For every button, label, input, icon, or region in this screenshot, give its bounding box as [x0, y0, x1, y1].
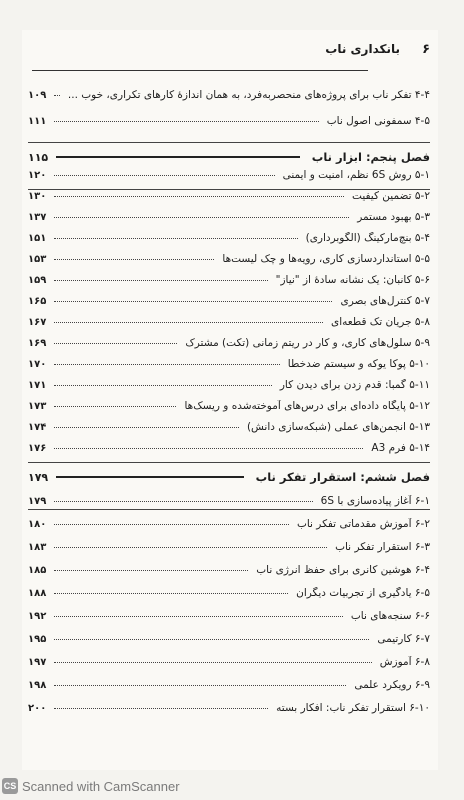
toc-entry: ۵-۵ استانداردسازی کاری، رویه‌ها و چک لیست‌ها ۱۵۳	[28, 253, 430, 265]
toc-entry: ۵-۳ بهبود مستمر ۱۳۷	[28, 211, 430, 223]
toc-entry: ۵-۱۰ پوکا یوکه و سیستم ضدخطا ۱۷۰	[28, 358, 430, 370]
page-number: ۶	[422, 42, 430, 57]
camscanner-watermark	[2, 778, 180, 794]
toc-entry: ۵-۷ کنترل‌های بصری ۱۶۵	[28, 295, 430, 307]
toc-entry: ۵-۴ بنچ‌مارکینگ (الگوبرداری) ۱۵۱	[28, 232, 430, 244]
book-title: بانکداری ناب	[325, 42, 400, 56]
toc-entry: ۶-۹ رویکرد علمی ۱۹۸	[28, 679, 430, 691]
toc-entry: ۵-۸ جریان تک قطعه‌ای ۱۶۷	[28, 316, 430, 328]
toc-entry: ۶-۴ هوشین کانری برای حفظ انرژی ناب ۱۸۵	[28, 564, 430, 576]
toc-entry: ۶-۶ سنجه‌های ناب ۱۹۲	[28, 610, 430, 622]
toc-entry: ۶-۱۰ استقرار تفکر ناب: افکار بسته ۲۰۰	[28, 702, 430, 714]
toc-entry: ۵-۶ کانبان: یک نشانه سادهٔ از "نیاز" ۱۵۹	[28, 274, 430, 286]
toc-entry: ۶-۸ آموزش ۱۹۷	[28, 656, 430, 668]
toc-entry: ۵-۱۳ انجمن‌های عملی (شبکه‌سازی دانش) ۱۷۴	[28, 421, 430, 433]
running-header	[22, 42, 438, 62]
watermark-text: Scanned with CamScanner	[22, 778, 180, 794]
toc-entry: ۶-۲ آموزش مقدماتی تفکر ناب ۱۸۰	[28, 518, 430, 530]
toc-entry: ۵-۱۲ پایگاه داده‌ای برای درس‌های آموخته‌شده و ریسک‌ها ۱۷۳	[28, 400, 430, 412]
toc-page	[22, 30, 438, 770]
toc-entry: ۵-۱۱ گمبا: قدم زدن برای دیدن کار ۱۷۱	[28, 379, 430, 391]
toc-entry: ۶-۳ استقرار تفکر ناب ۱۸۳	[28, 541, 430, 553]
toc-entry: ۴-۵ سمفونی اصول ناب ۱۱۱	[28, 115, 430, 127]
chapter-heading: فصل پنجم: ابزار ناب ۱۱۵	[28, 150, 430, 164]
toc-entry: ۶-۷ کارتیمی ۱۹۵	[28, 633, 430, 645]
chapter-heading: فصل ششم: استقرار تفکر ناب ۱۷۹	[28, 470, 430, 484]
camscanner-logo-icon: CS	[2, 778, 18, 794]
toc-entry: ۵-۱ روش 6S نظم، امنیت و ایمنی ۱۲۰	[28, 169, 430, 181]
header-rule	[32, 70, 368, 71]
toc-entry: ۵-۱۴ فرم A3 ۱۷۶	[28, 442, 430, 454]
toc-entry: ۴-۴ تفکر ناب برای پروژه‌های منحصربه‌فرد، به همان اندازهٔ کارهای تکراری، خوب ... ۱۰۹	[28, 89, 430, 101]
toc-entry: ۵-۲ تضمین کیفیت ۱۳۰	[28, 190, 430, 202]
toc-entry: ۵-۹ سلول‌های کاری، و کار در ریتم زمانی (تکت) مشترک ۱۶۹	[28, 337, 430, 349]
toc-entry: ۶-۱ آغاز پیاده‌سازی با 6S ۱۷۹	[28, 495, 430, 507]
toc-entry: ۶-۵ یادگیری از تجربیات دیگران ۱۸۸	[28, 587, 430, 599]
